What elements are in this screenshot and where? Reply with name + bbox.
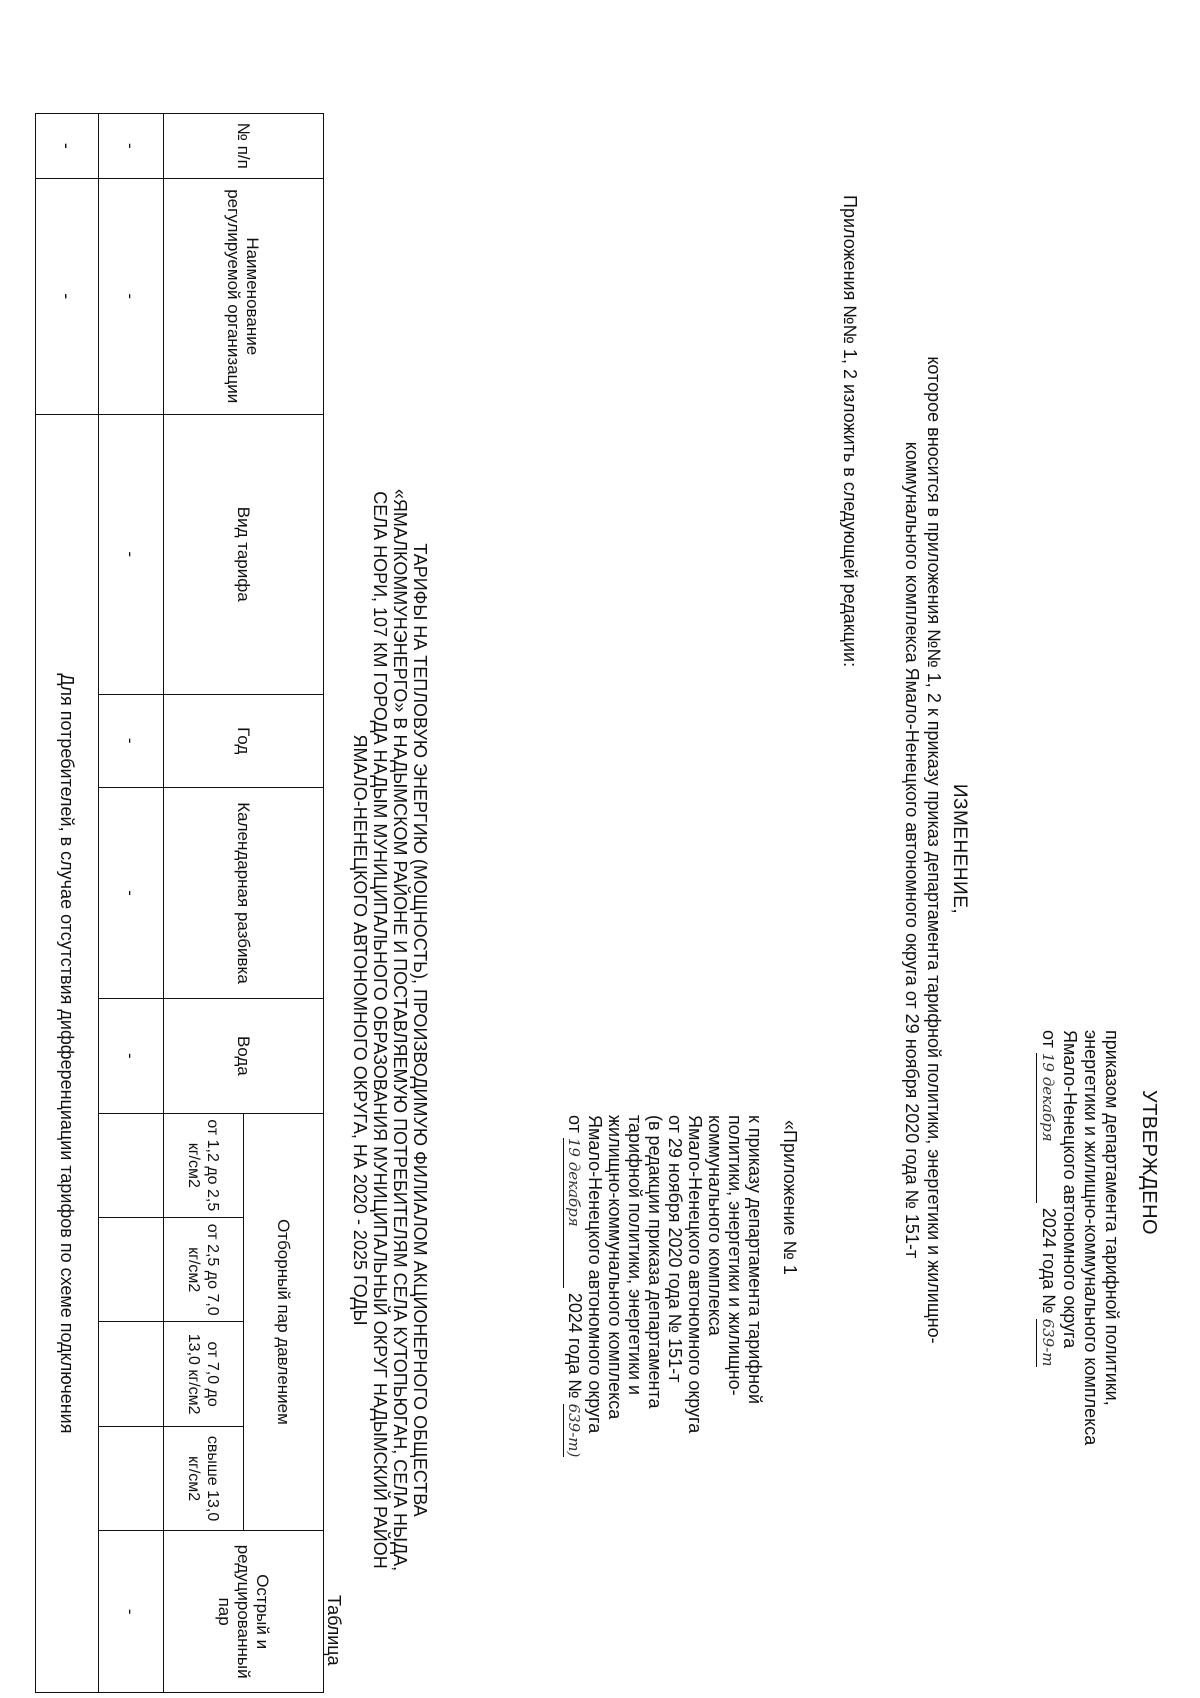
appendix-line: жилищно-коммунального комплекса — [605, 1115, 625, 1420]
header-tariff-type: Вид тарифа — [164, 414, 324, 694]
appendix-number-handwritten: 639-т) — [565, 1403, 583, 1458]
appendix-title: «Приложение № 1 — [780, 1120, 800, 1275]
appendix-line: от 29 ноября 2020 года № 151-т — [665, 1115, 685, 1383]
table-header-row — [244, 114, 324, 1693]
header-steam-4: свыше 13,0 кг/см2 — [164, 1426, 244, 1530]
appendix-line: Ямало-Ненецкого автономного округа — [585, 1115, 605, 1434]
approval-line-2: энергетики и жилищно-коммунального комплекса — [1081, 1030, 1101, 1446]
header-water: Вода — [164, 999, 324, 1113]
tariff-table — [35, 113, 324, 1693]
appendix-line: к приказу департамента тарифной — [745, 1115, 765, 1405]
approval-date-handwritten: 19 декабря — [1036, 1053, 1058, 1203]
table-row — [36, 114, 99, 1693]
appendix-line: тарифной политики, энергетики и — [625, 1115, 645, 1396]
approval-block — [1036, 1030, 1122, 1500]
approval-date-prefix: от — [1039, 1030, 1059, 1048]
cell-org: - — [36, 178, 99, 414]
appendix-date-prefix: от — [565, 1115, 585, 1133]
cell-sharp: - — [99, 1531, 164, 1693]
header-sharp-steam: Острый и редуцированный пар — [164, 1531, 324, 1693]
table-row — [99, 114, 164, 1693]
header-steam-3: от 7,0 до 13,0 кг/см2 — [164, 1322, 244, 1426]
header-year: Год — [164, 694, 324, 787]
cell-steam-3 — [99, 1322, 164, 1426]
approval-number-handwritten: 639-т — [1036, 1319, 1058, 1367]
approval-title: УТВЕРЖДЕНО — [1138, 1090, 1160, 1236]
tariffs-heading-line-4: ЯМАЛО-НЕНЕЦКОГО АВТОНОМНОГО ОКРУГА, НА 2020 - 2025 ГОДЫ — [350, 734, 370, 1326]
cell-calendar: - — [99, 787, 164, 998]
appendix-line: Ямало-Ненецкого автономного округа — [685, 1115, 705, 1434]
approval-line-3: Ямало-Ненецкого автономного округа — [1060, 1030, 1080, 1349]
cell-org: - — [99, 178, 164, 414]
change-title: ИЗМЕНЕНИЕ, — [949, 783, 970, 915]
appendix-line: политики, энергетики и жилищно- — [725, 1115, 745, 1396]
tariffs-heading — [350, 380, 430, 1680]
change-subtitle-line-1: которое вносится в приложения №№ 1, 2 к приказу приказ департамента тарифной политики, энергетики и жилищно- — [924, 356, 944, 1344]
cell-num: - — [36, 114, 99, 179]
header-calendar: Календарная разбивка — [164, 787, 324, 998]
cell-water: - — [99, 999, 164, 1113]
header-steam-group: Отборный пар давлением — [244, 1113, 324, 1531]
cell-steam-4 — [99, 1426, 164, 1530]
appendix-line: коммунального комплекса — [705, 1115, 725, 1336]
cell-num: - — [99, 114, 164, 179]
cell-tariff-type: - — [99, 414, 164, 694]
change-subtitle-line-2: коммунального комплекса Ямало-Ненецкого автономного округа от 29 ноября 2020 года № 151-т — [902, 441, 922, 1259]
approval-line-1: приказом департамента тарифной политики, — [1102, 1030, 1122, 1406]
appendix-line: (в редакции приказа департамента — [645, 1115, 665, 1409]
change-subtitle — [901, 150, 945, 1550]
appendix-block — [563, 1115, 765, 1555]
appendix-date-line — [563, 1115, 585, 1555]
change-intro: Приложения №№ 1, 2 изложить в следующей редакции: — [840, 195, 860, 668]
approval-date-line — [1036, 1030, 1059, 1500]
appendix-date-handwritten: 19 декабря — [563, 1138, 584, 1288]
tariffs-heading-line-3: СЕЛА НОРИ, 107 КМ ГОРОДА НАДЫМ МУНИЦИПАЛЬНОГО ОБРАЗОВАНИЯ МУНИЦИПАЛЬНЫЙ ОКРУГ НАДЫМСКИЙ РАЙОН — [370, 491, 390, 1569]
cell-year: - — [99, 694, 164, 787]
header-num: № п/п — [164, 114, 324, 179]
header-steam-1: от 1,2 до 2,5 кг/см2 — [164, 1113, 244, 1217]
tariffs-heading-line-1: ТАРИФЫ НА ТЕПЛОВУЮ ЭНЕРГИЮ (МОЩНОСТЬ), ПРОИЗВОДИМУЮ ФИЛИАЛОМ АКЦИОНЕРНОГО ОБЩЕСТВА — [410, 543, 430, 1517]
cell-consumers-note: Для потребителей, в случае отсутствия дифференциации тарифов по схеме подключения — [36, 414, 99, 1692]
approval-year: 2024 года № — [1039, 1207, 1059, 1314]
header-steam-2: от 2,5 до 7,0 кг/см2 — [164, 1218, 244, 1322]
tariffs-heading-line-2: «ЯМАЛКОММУНЭНЕРГО» В НАДЫМСКОМ РАЙОНЕ И ПОСТАВЛЯЕМУЮ ПОТРЕБИТЕЛЯМ СЕЛА КУТОПЬЮГАН, СЕЛА НЫДА, — [390, 488, 410, 1572]
table-caption: Таблица — [324, 1595, 344, 1666]
appendix-year: 2024 года № — [565, 1292, 585, 1399]
header-org: Наименование регулируемой организации — [164, 178, 324, 414]
cell-steam-2 — [99, 1218, 164, 1322]
cell-steam-1 — [99, 1113, 164, 1217]
